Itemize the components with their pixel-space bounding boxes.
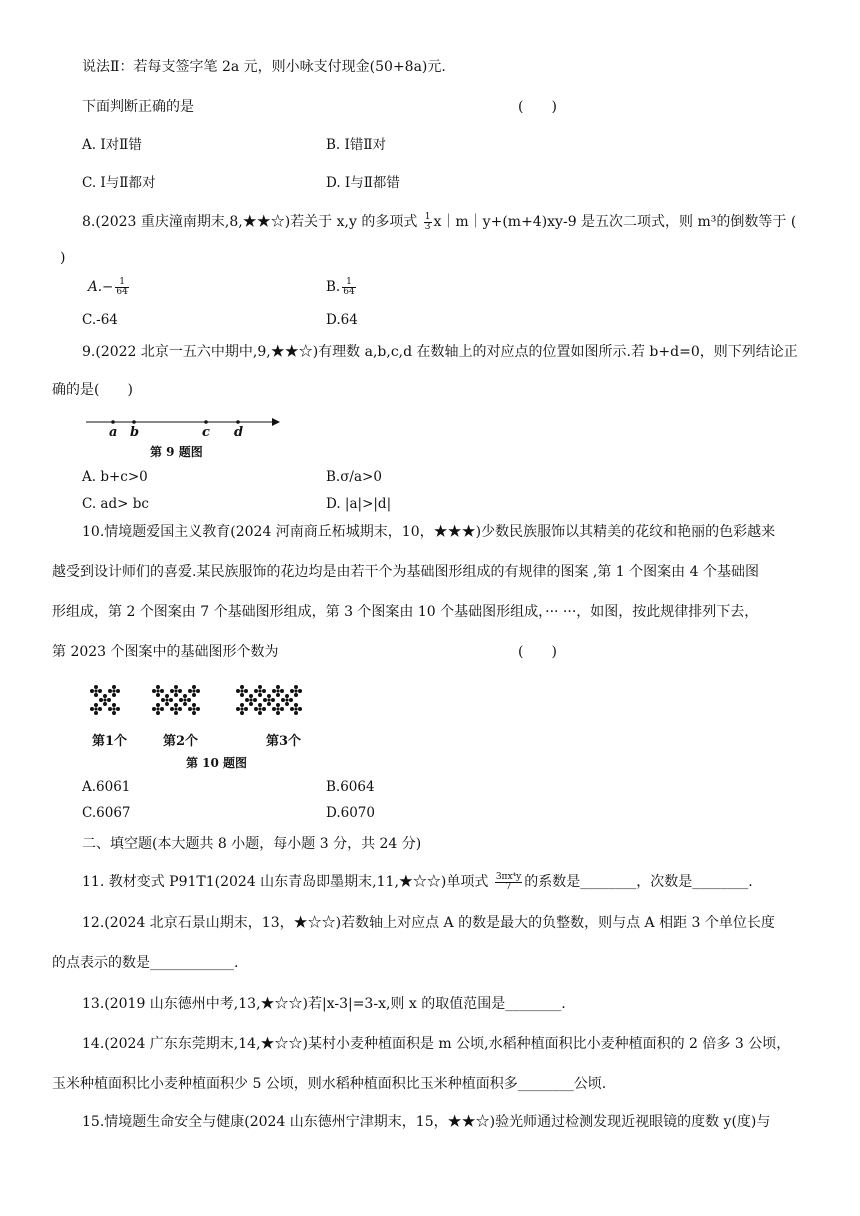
point-c [204,420,208,424]
q8-option-b-prefix: B. [326,279,341,295]
q9-figure-caption: 第 9 题图 [150,445,203,459]
q10-answer-paren: ( ) [518,644,557,660]
q15-line-1: 15.情境题生命安全与健康(2024 山东德州宁津期末，15，★★☆)验光师通过检测发现近视眼镜的度数 y(度)与 [82,1114,771,1130]
q12-line-2: 的点表示的数是____________. [52,955,239,971]
q8-option-b-fraction [342,278,355,297]
point-d [236,420,240,424]
q10-option-c: C.6067 [82,805,131,821]
q8-text-b: x｜m｜y+(m+4)xy-9 是五次二项式，则 m³的倒数等于 ( [433,214,797,230]
pattern-label-1: 第1个 [92,734,128,749]
q9-line-2: 确的是( ) [52,382,133,398]
q9-option-b: B.σ/a>0 [326,469,382,485]
q7-prompt: 下面判断正确的是 [82,99,194,115]
q10-line-2: 越受到设计师们的喜爱.某民族服饰的花边均是由若干个为基础图形组成的有规律的图案 ,第 1 个图案由 4 个基础图 [52,564,759,580]
q8-option-a-den: 64 [116,287,128,297]
q11-text-b: 的系数是________，次数是________. [524,874,753,890]
q8-option-a-prefix: A.− [88,279,114,295]
q7-option-a: A. Ⅰ对Ⅱ错 [82,137,142,153]
number-line-arrow [272,418,280,426]
section-2-heading: 二、填空题(本大题共 8 小题，每小题 3 分，共 24 分) [82,836,422,852]
q11-fraction [495,873,522,892]
q10-option-b: B.6064 [326,779,375,795]
q13-line: 13.(2019 山东德州中考,13,★☆☆)若|x-3|=3-x,则 x 的取值范围是________. [82,996,566,1012]
q7-option-b: B. Ⅰ错Ⅱ对 [326,137,387,153]
label-c: c [202,425,210,440]
q11-fraction-den: 7 [505,881,512,892]
q9-option-d: D. |a|>|d| [326,496,392,512]
q10-option-d: D.6070 [326,805,375,821]
q10-line-1: 10.情境题爱国主义教育(2024 河南商丘柘城期末，10，★★★)少数民族服饰以其精美的花纹和艳丽的色彩越来 [82,524,776,540]
q8-option-a-fraction [115,278,128,297]
q9-line-1: 9.(2022 北京一五六中期中,9,★★☆)有理数 a,b,c,d 在数轴上的对应点的位置如图所示.若 b+d=0，则下列结论正 [82,344,798,360]
pattern-label-3: 第3个 [266,734,302,749]
q12-line-1: 12.(2024 北京石景山期末，13，★☆☆)若数轴上对应点 A 的数是最大的负整数，则与点 A 相距 3 个单位长度 [82,915,775,931]
pattern-2 [152,685,200,715]
point-b [132,420,136,424]
q7-answer-paren: ( ) [518,99,557,115]
pattern-figure [88,683,328,723]
q8-fraction-num: 1 [424,211,431,222]
q8-option-d: D.64 [326,312,358,328]
q8-option-a [88,278,131,297]
q10-option-a: A.6061 [82,779,131,795]
q8-line [82,212,796,232]
q14-line-1: 14.(2024 广东东莞期末,14,★☆☆)某村小麦种植面积是 m 公顷,水稻种植面积比小麦种植面积的 2 倍多 3 公顷， [82,1036,791,1052]
q9-option-c: C. ad> bc [82,496,149,512]
q8-option-b-den: 64 [343,287,355,297]
q8-option-b-num: 1 [342,278,355,288]
label-b: b [130,425,140,440]
q10-line-3: 形组成，第 2 个图案由 7 个基础图形组成，第 3 个图案由 10 个基础图形组成，··· ···，如图，按此规律排列下去， [52,604,759,620]
q11-fraction-num: 3πx⁴y [495,871,522,882]
q10-line-4: 第 2023 个图案中的基础图形个数为 [52,644,279,660]
label-d: d [234,425,244,440]
q8-text-a: 8.(2023 重庆潼南期末,8,★★☆)若关于 x,y 的多项式 [82,214,418,230]
statement-2: 说法Ⅱ：若每支签字笔 2a 元，则小咏支付现金(50+8a)元. [82,59,446,75]
label-a: a [109,425,118,440]
pattern-label-2: 第2个 [163,734,199,749]
q11-line [82,872,753,892]
pattern-3 [236,685,302,715]
q10-figure-caption: 第 10 题图 [186,756,248,770]
q7-option-d: D. Ⅰ与Ⅱ都错 [326,175,400,191]
q14-line-2: 玉米种植面积比小麦种植面积少 5 公顷，则水稻种植面积比玉米种植面积多________公顷. [52,1076,607,1092]
q8-option-b [326,278,358,297]
q8-close-paren: ) [60,250,66,266]
q7-option-c: C. Ⅰ与Ⅱ都对 [82,175,156,191]
q11-text-a: 11. 教材变式 P91T1(2024 山东青岛即墨期末,11,★☆☆)单项式 [82,874,489,890]
q8-fraction [424,213,432,232]
q8-option-c: C.-64 [82,312,118,328]
q8-option-a-num: 1 [115,278,128,288]
point-a [111,420,115,424]
pattern-1 [90,685,120,715]
q9-option-a: A. b+c>0 [82,469,148,485]
q8-fraction-den: 3 [424,221,431,232]
